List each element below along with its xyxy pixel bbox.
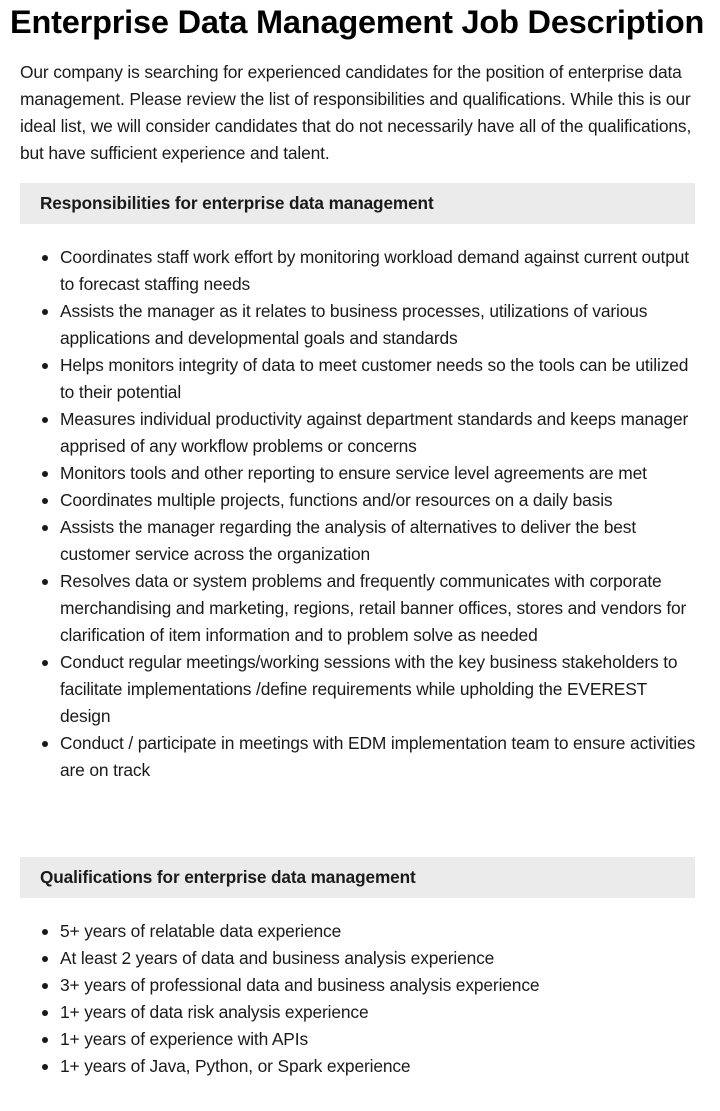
bullet-icon [42,417,48,423]
qualifications-heading: Qualifications for enterprise data management [20,857,695,898]
bullet-icon [42,498,48,504]
list-item-text: Resolves data or system problems and frequently communicates with corporate merchandising and marketing, regions, retail banner offices, stores and vendors for clarification of item information and to problem solve as needed [60,571,687,645]
bullet-icon [42,741,48,747]
list-item-text: Conduct regular meetings/working sessions with the key business stakeholders to facilitate implementations /define requirements while upholding the EVEREST design [60,652,678,726]
bullet-icon [42,1037,48,1043]
list-item [0,298,700,352]
bullet-icon [42,471,48,477]
list-item [0,568,700,649]
list-item-text: 3+ years of professional data and business analysis experience [60,975,540,995]
list-item [0,1053,700,1080]
intro-paragraph: Our company is searching for experienced candidates for the position of enterprise data management. Please review the list of responsibilities and qualifications. While this is our ideal list, we will consider candidates that do not necessarily have all of the qualifications, but have sufficient experience and talent. [20,62,692,163]
bullet-icon [42,525,48,531]
responsibilities-list [0,244,700,784]
list-item [0,244,700,298]
bullet-icon [42,660,48,666]
list-item [0,514,700,568]
list-item [0,999,700,1026]
bullet-icon [42,983,48,989]
list-item [0,972,700,999]
list-item-text: 1+ years of Java, Python, or Spark experience [60,1056,411,1076]
bullet-icon [42,956,48,962]
list-item [0,945,700,972]
list-item [0,649,700,730]
bullet-icon [42,929,48,935]
list-item-text: Conduct / participate in meetings with EDM implementation team to ensure activities are on track [60,733,696,780]
list-item-text: Monitors tools and other reporting to ensure service level agreements are met [60,463,647,483]
bullet-icon [42,309,48,315]
list-item-text: Coordinates staff work effort by monitoring workload demand against current output to forecast staffing needs [60,247,689,294]
list-item [0,352,700,406]
list-item-text: 1+ years of data risk analysis experience [60,1002,369,1022]
list-item-text: Assists the manager as it relates to business processes, utilizations of various applications and developmental goals and standards [60,301,648,348]
bullet-icon [42,1010,48,1016]
list-item [0,918,700,945]
bullet-icon [42,579,48,585]
list-item-text: 5+ years of relatable data experience [60,921,342,941]
page-title: Enterprise Data Management Job Description [10,4,705,40]
list-item [0,460,700,487]
list-item [0,487,700,514]
list-item [0,406,700,460]
list-item-text: Measures individual productivity against department standards and keeps manager apprised of any workflow problems or concerns [60,409,689,456]
list-item [0,1026,700,1053]
bullet-icon [42,255,48,261]
responsibilities-heading: Responsibilities for enterprise data management [20,183,695,224]
list-item [0,730,700,784]
bullet-icon [42,1064,48,1070]
list-item-text: Helps monitors integrity of data to meet customer needs so the tools can be utilized to their potential [60,355,689,402]
list-item-text: 1+ years of experience with APIs [60,1029,308,1049]
qualifications-list [0,918,700,1080]
list-item-text: At least 2 years of data and business analysis experience [60,948,495,968]
list-item-text: Assists the manager regarding the analysis of alternatives to deliver the best customer service across the organization [60,517,637,564]
list-item-text: Coordinates multiple projects, functions and/or resources on a daily basis [60,490,613,510]
bullet-icon [42,363,48,369]
